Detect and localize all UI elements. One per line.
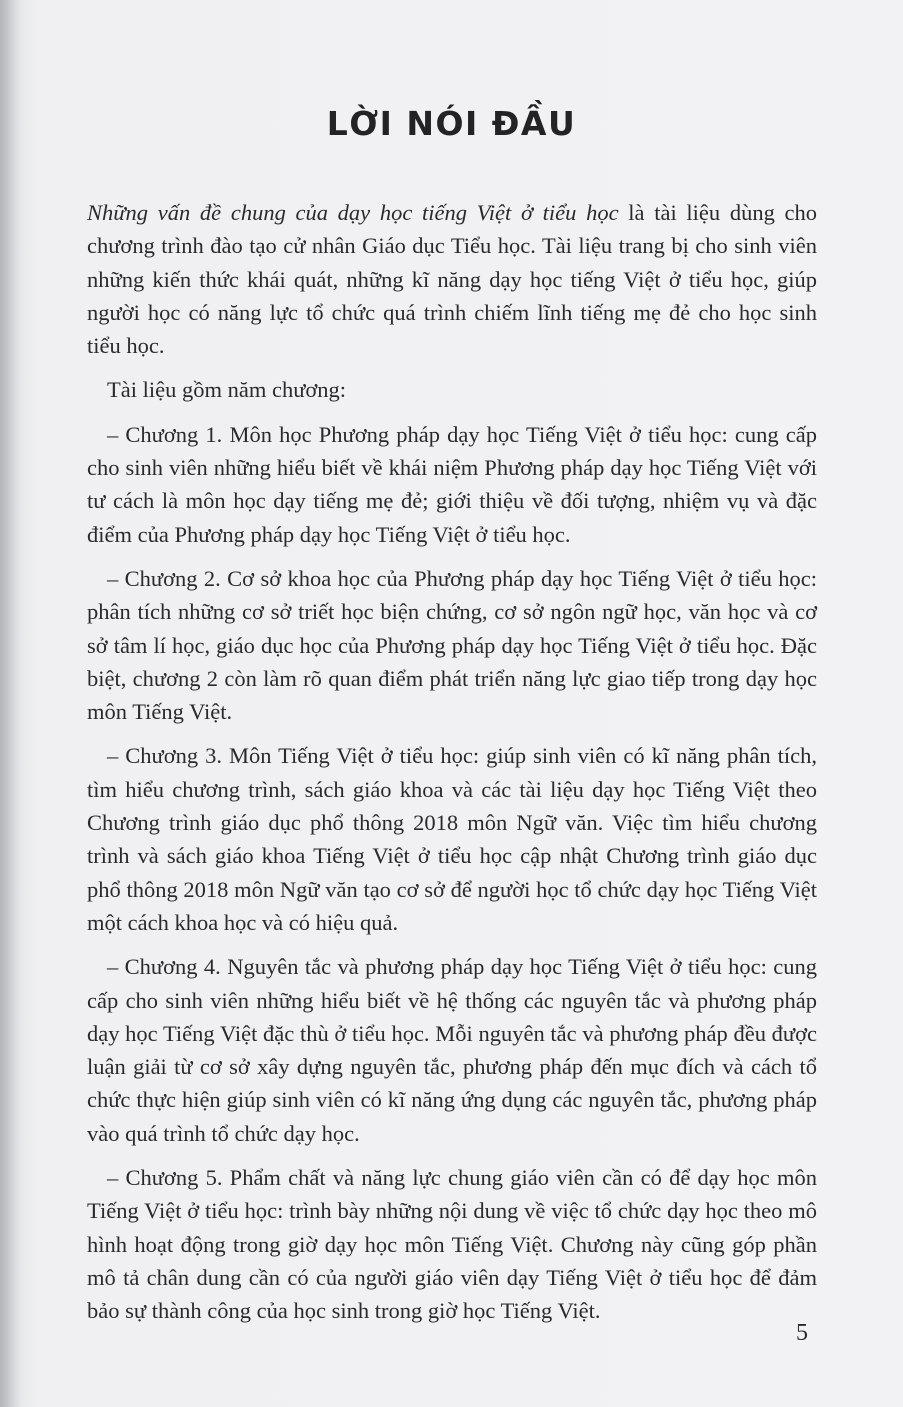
spine-shadow [0,0,22,1407]
intro-paragraph [87,196,817,362]
page-title: LỜI NÓI ĐẦU [326,104,577,143]
preface-body [87,196,817,1339]
chapter-5-paragraph: – Chương 5. Phẩm chất và năng lực chung giáo viên cần có để dạy học môn Tiếng Việt ở tiểu học: trình bày những nội dung về việc tổ chức dạy học theo mô hình hoạt động trong giờ dạy học môn Tiếng Việt. Chương này cũng góp phần mô tả chân dung cần có của người giáo viên dạy Tiếng Việt ở tiểu học để đảm bảo sự thành công của học sinh trong giờ học Tiếng Việt. [87,1165,817,1324]
page-number: 5 [796,1320,808,1346]
chapter-4-paragraph: – Chương 4. Nguyên tắc và phương pháp dạy học Tiếng Việt ở tiểu học: cung cấp cho sinh viên những hiểu biết về hệ thống các nguyên tắc và phương pháp dạy học Tiếng Việt đặc thù ở tiểu học. Mỗi nguyên tắc và phương pháp đều được luận giải từ cơ sở xây dựng nguyên tắc, phương pháp đến mục đích và cách tổ chức thực hiện giúp sinh viên có kĩ năng ứng dụng các nguyên tắc, phương pháp vào quá trình tổ chức dạy học. [87,954,817,1146]
chapters-intro: Tài liệu gồm năm chương: [107,377,347,403]
chapter-3-paragraph: – Chương 3. Môn Tiếng Việt ở tiểu học: giúp sinh viên có kĩ năng phân tích, tìm hiểu chương trình, sách giáo khoa và các tài liệu dạy học Tiếng Việt theo Chương trình giáo dục phổ thông 2018 môn Ngữ văn. Việc tìm hiểu chương trình và sách giáo khoa Tiếng Việt ở tiểu học cập nhật Chương trình giáo dục phổ thông 2018 môn Ngữ văn tạo cơ sở để người học tổ chức dạy học Tiếng Việt một cách khoa học và có hiệu quả. [87,743,817,935]
book-title: Những vấn đề chung của dạy học tiếng Việt ở tiểu học [87,200,619,225]
chapter-2-paragraph: – Chương 2. Cơ sở khoa học của Phương pháp dạy học Tiếng Việt ở tiểu học: phân tích những cơ sở triết học biện chứng, cơ sở ngôn ngữ học, văn học và cơ sở tâm lí học, giáo dục học của Phương pháp dạy học Tiếng Việt ở tiểu học. Đặc biệt, chương 2 còn làm rõ quan điểm phát triển năng lực giao tiếp trong dạy học môn Tiếng Việt. [87,565,817,725]
chapter-1-paragraph: – Chương 1. Môn học Phương pháp dạy học Tiếng Việt ở tiểu học: cung cấp cho sinh viên những hiểu biết về khái niệm Phương pháp dạy học Tiếng Việt với tư cách là môn học dạy tiếng mẹ đẻ; giới thiệu về đối tượng, nhiệm vụ và đặc điểm của Phương pháp dạy học Tiếng Việt ở tiểu học. [87,421,817,547]
intro-text: là tài liệu dùng cho chương trình đào tạo cử nhân Giáo dục Tiểu học. Tài liệu trang bị cho sinh viên những kiến thức khái quát, những kĩ năng dạy học tiếng Việt ở tiểu học, giúp người học có năng lực tổ chức quá trình chiếm lĩnh tiếng mẹ đẻ cho học sinh tiểu học. [87,200,818,359]
